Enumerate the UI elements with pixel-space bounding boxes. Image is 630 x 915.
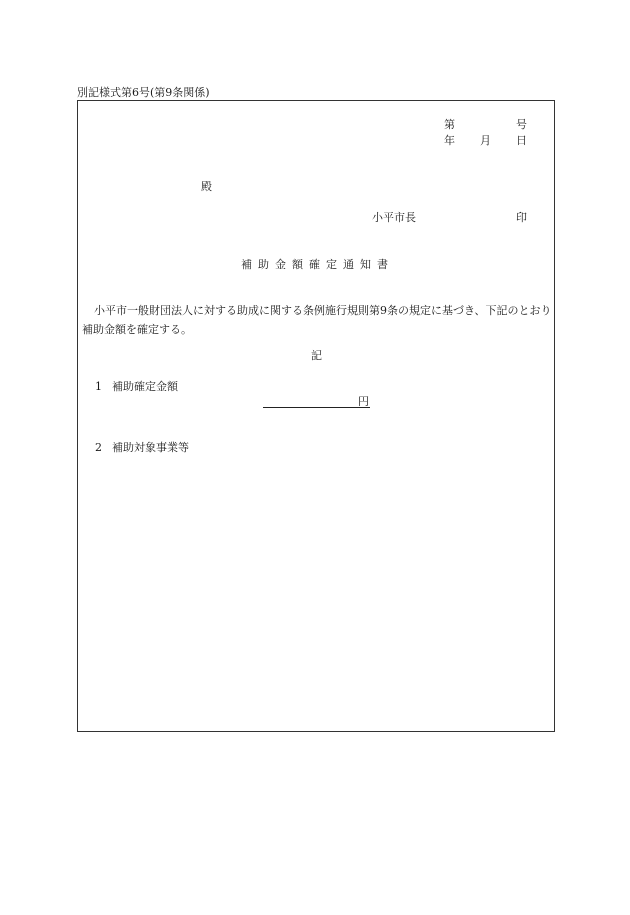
addressee-suffix: 殿: [201, 180, 212, 193]
item-1-label: 補助確定金額: [112, 380, 178, 393]
document-title: 補助金額確定通知書: [241, 258, 394, 271]
number-suffix: 号: [516, 118, 527, 131]
document-frame: [77, 100, 555, 732]
item-2-number: 2: [95, 441, 102, 454]
date-month: 月: [480, 134, 491, 147]
amount-unit: 円: [358, 395, 369, 408]
item-2-label: 補助対象事業等: [112, 441, 189, 454]
form-label: 別記様式第6号(第9条関係): [77, 86, 210, 99]
number-prefix: 第: [444, 118, 455, 131]
date-day: 日: [516, 134, 527, 147]
issuer-name: 小平市長: [372, 211, 416, 224]
date-year: 年: [444, 134, 455, 147]
body-paragraph: 小平市一般財団法人に対する助成に関する条例施行規則第9条の規定に基づき、下記のとおり補助金額を確定する。: [82, 304, 552, 336]
issuer-seal: 印: [516, 211, 527, 224]
amount-underline: [263, 407, 370, 408]
ki-marker: 記: [311, 349, 322, 362]
item-1-number: 1: [95, 380, 102, 393]
